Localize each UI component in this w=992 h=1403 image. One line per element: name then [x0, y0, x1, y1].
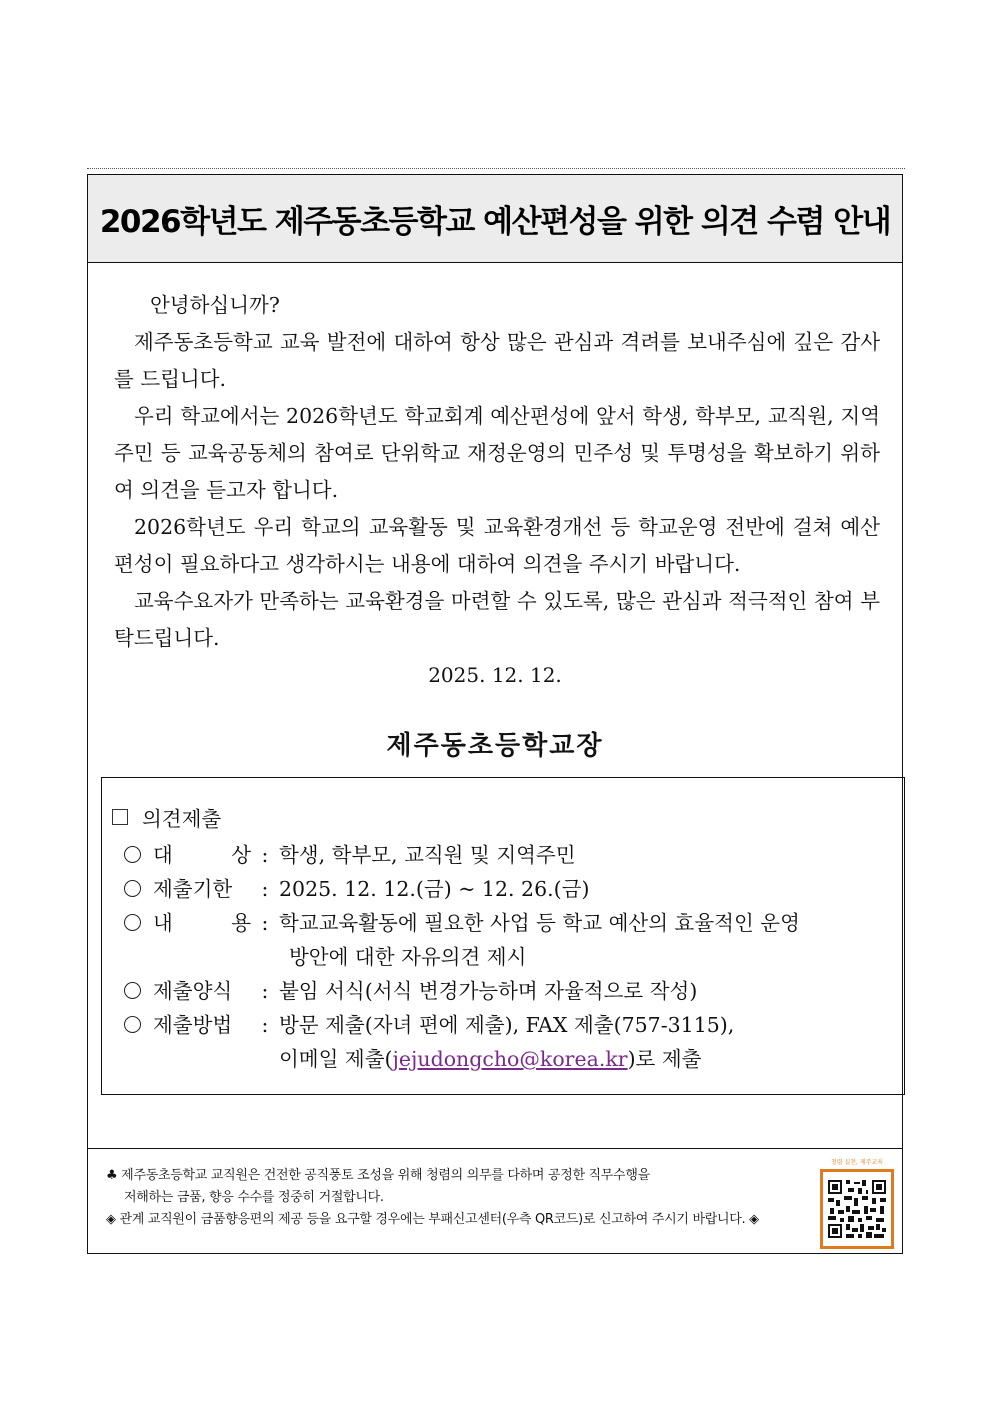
- list-item-method: [124, 1008, 894, 1076]
- checkbox-icon: [112, 809, 128, 825]
- footer-line-2: 저해하는 금품, 향응 수수를 정중히 거절합니다.: [124, 1190, 384, 1205]
- footer-line-1: ♣ 제주동초등학교 교직원은 건전한 공직풍토 조성을 위해 청렴의 의무를 다하며 공정한 직무수행을: [106, 1168, 650, 1183]
- circle-bullet-icon: [124, 914, 141, 931]
- qr-caption: 청렴 실천, 제주교육: [830, 1159, 884, 1166]
- integrity-footer: [106, 1165, 796, 1231]
- footer-divider: [88, 1148, 902, 1149]
- list-item-content: [124, 906, 894, 974]
- paragraph-2: 우리 학교에서는 2026학년도 학교회계 예산편성에 앞서 학생, 학부모, 교직원, 지역주민 등 교육공동체의 참여로 단위학교 재정운영의 민주성 및 투명성을 확보하기 위하여 의견을 듣고자 합니다.: [114, 404, 880, 502]
- circle-bullet-icon: [124, 982, 141, 999]
- signer: 제주동초등학교장: [386, 731, 604, 761]
- separator: :: [261, 979, 269, 1003]
- target-label: 대 상: [153, 843, 251, 867]
- list-item-deadline: [124, 872, 894, 906]
- separator: :: [261, 843, 269, 867]
- notice-frame: [87, 174, 903, 1254]
- separator: :: [261, 1013, 269, 1037]
- list-item-form: [124, 974, 894, 1008]
- notice-body: [114, 287, 880, 657]
- list-item-target: [124, 838, 894, 872]
- circle-bullet-icon: [124, 1016, 141, 1033]
- top-dotted-rule: [87, 168, 905, 169]
- qr-block: [818, 1159, 896, 1249]
- title-band: [88, 175, 902, 263]
- deadline-label: 제출기한: [153, 877, 233, 901]
- submission-box: [101, 777, 905, 1095]
- submission-list: [124, 838, 894, 1076]
- deadline-value: 2025. 12. 12.(금) ~ 12. 26.(금): [279, 877, 590, 901]
- qr-code-graphic: [826, 1175, 888, 1243]
- separator: :: [261, 911, 269, 935]
- circle-bullet-icon: [124, 846, 141, 863]
- content-value: 학교교육활동에 필요한 사업 등 학교 예산의 효율적인 운영 방안에 대한 자유의견 제시: [279, 911, 800, 969]
- email-link[interactable]: jejudongcho@korea.kr: [392, 1047, 628, 1071]
- form-label: 제출양식: [153, 979, 233, 1003]
- separator: :: [261, 877, 269, 901]
- method-label: 제출방법: [153, 1013, 233, 1037]
- greeting: 안녕하십니까?: [150, 293, 280, 317]
- paragraph-1: 제주동초등학교 교육 발전에 대하여 항상 많은 관심과 격려를 보내주심에 깊은 감사를 드립니다.: [114, 330, 880, 391]
- method-value: 방문 제출(자녀 편에 제출), FAX 제출(757-3115), 이메일 제출(jejudongcho@korea.kr)로 제출: [279, 1013, 735, 1071]
- target-value: 학생, 학부모, 교직원 및 지역주민: [279, 843, 576, 867]
- submission-heading: [112, 802, 221, 832]
- page-title: 2026학년도 제주동초등학교 예산편성을 위한 의견 수렴 안내: [99, 204, 891, 240]
- qr-code-icon[interactable]: [820, 1169, 894, 1249]
- form-value: 붙임 서식(서식 변경가능하며 자율적으로 작성): [279, 979, 698, 1003]
- submission-heading-text: 의견제출: [142, 807, 222, 831]
- circle-bullet-icon: [124, 880, 141, 897]
- footer-line-3: ◈ 관계 교직원이 금품향응편의 제공 등을 요구할 경우에는 부패신고센터(우측 QR코드)로 신고하여 주시기 바랍니다. ◈: [106, 1212, 759, 1227]
- paragraph-3: 2026학년도 우리 학교의 교육활동 및 교육환경개선 등 학교운영 전반에 걸쳐 예산 편성이 필요하다고 생각하시는 내용에 대하여 의견을 주시기 바랍니다.: [114, 515, 880, 576]
- notice-date: 2025. 12. 12.: [428, 663, 562, 687]
- content-label: 내 용: [153, 911, 251, 935]
- paragraph-4: 교육수요자가 만족하는 교육환경을 마련할 수 있도록, 많은 관심과 적극적인 참여 부탁드립니다.: [114, 589, 880, 650]
